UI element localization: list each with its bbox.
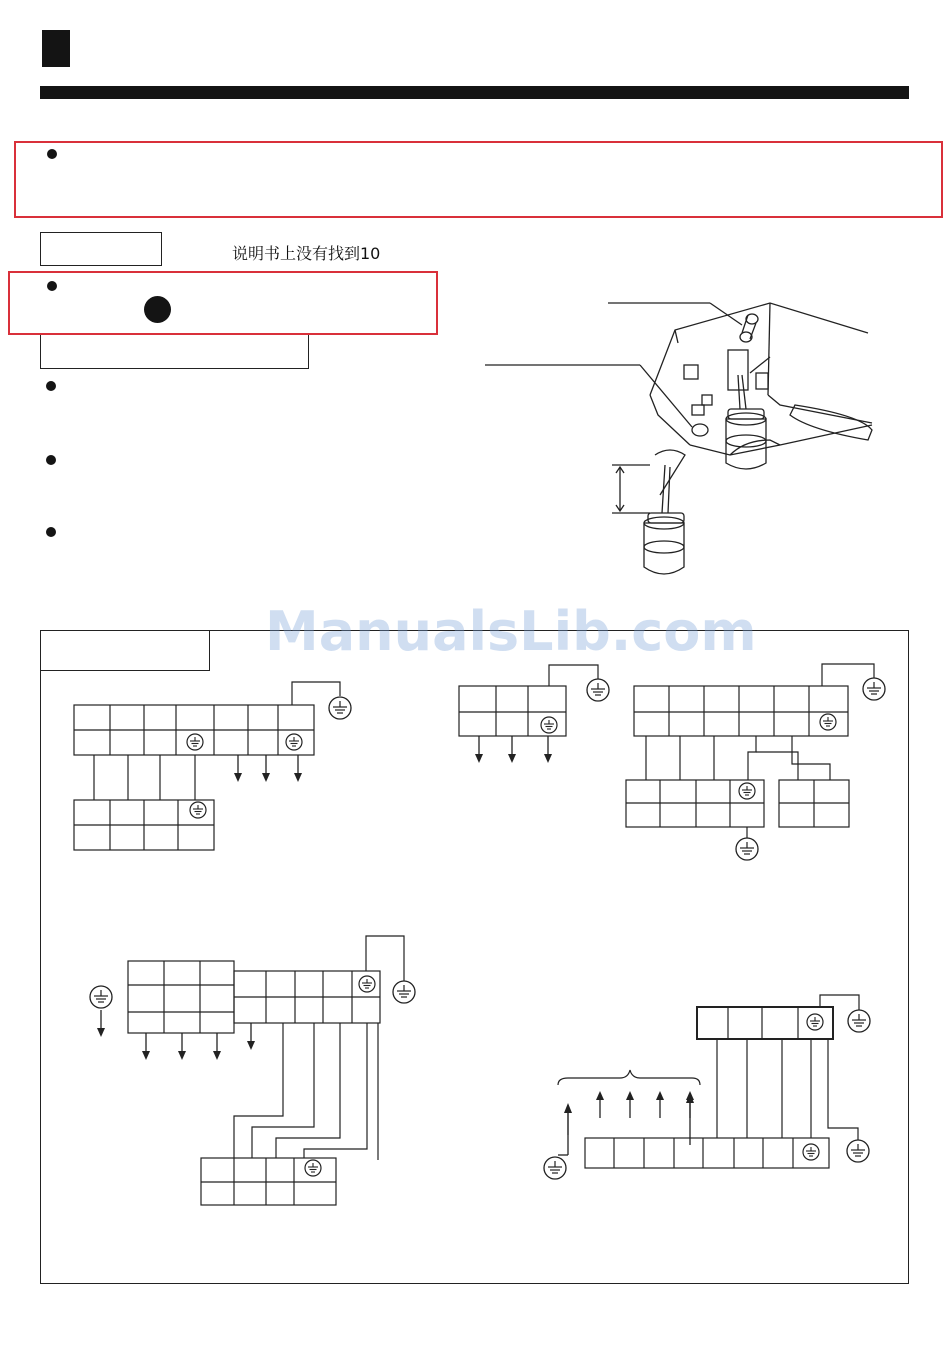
unit-illustration xyxy=(480,295,880,585)
wiring-diagrams xyxy=(40,660,909,1280)
circled-number-icon xyxy=(144,296,171,323)
bullet-icon xyxy=(47,281,57,291)
header-rule xyxy=(40,86,909,99)
label-box xyxy=(40,232,162,266)
bullet-icon xyxy=(46,527,56,537)
bullet-icon xyxy=(47,149,57,159)
highlight-box xyxy=(8,271,438,335)
bullet-icon xyxy=(46,381,56,391)
bracket-arrows xyxy=(540,1085,740,1185)
watermark: ManualsLib.com xyxy=(265,600,757,663)
translator-note: 说明书上没有找到10 xyxy=(232,244,381,263)
label-box-2 xyxy=(40,335,309,369)
warning-box xyxy=(14,141,943,218)
section-marker xyxy=(42,30,70,67)
bullet-icon xyxy=(46,455,56,465)
